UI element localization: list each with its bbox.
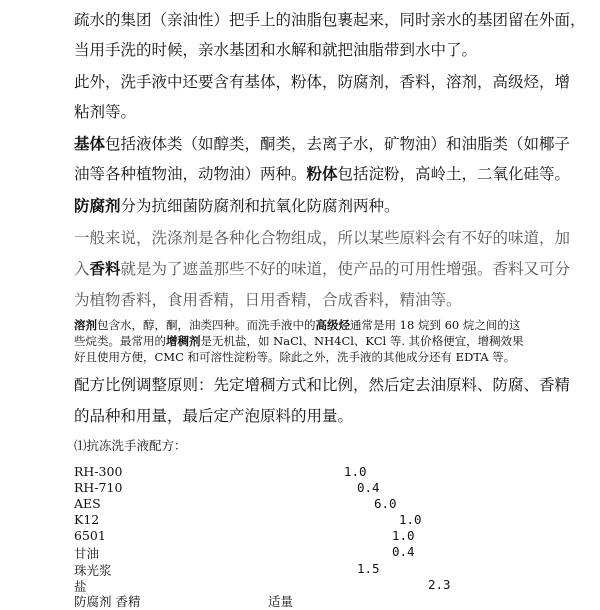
paragraph-line: 当用手洗的时候，亲水基团和水解和就把油脂带到水中了。 (74, 41, 478, 59)
paragraph-line: 疏水的集团（亲油性）把手上的油脂包裹起来，同时亲水的基团留在外面， (74, 11, 586, 29)
formula-item-name: RH-300 (74, 464, 123, 479)
text-span: 分为抗细菌防腐剂和抗氧化防腐剂两种。 (120, 197, 400, 215)
text-span: 油等各种植物油，动物油）两种。 (74, 165, 307, 183)
text-span: 包括淀粉，高岭土，二氧化硅等。 (337, 165, 571, 183)
paragraph-line: 一般来说，洗涤剂是各种化合物组成，所以某些原料会有不好的味道，加 (74, 229, 571, 247)
formula-item-name: 盐 (74, 579, 87, 594)
text-span: 就是为了遮盖那些不好的味道，使产品的可用性增强。香料又可分 (120, 260, 571, 278)
formula-item-name: 6501 (74, 528, 106, 543)
formula-item-name: 防腐剂 香精 (74, 594, 141, 609)
formula-item-value: 1.5 (357, 561, 380, 576)
formula-item-value: 0.4 (357, 480, 380, 495)
bold-term: 增稠剂 (166, 334, 201, 348)
paragraph-line: 好且使用方便，CMC 和可溶性淀粉等。除此之外，洗手液的其他成分还有 EDTA 等。 (74, 350, 516, 364)
formula-title: ⑴抗冻洗手液配方： (74, 438, 187, 453)
formula-item-name: 珠光浆 (74, 563, 112, 578)
formula-item-name: 甘油 (74, 546, 100, 561)
paragraph-line: 的品种和用量，最后定产泡原料的用量。 (74, 407, 354, 425)
paragraph-line (74, 194, 400, 216)
paragraph-line: 此外，洗手液中还要含有基体，粉体，防腐剂，香料，溶剂，高级烃，增 (74, 73, 571, 91)
formula-item-value: 1.0 (399, 512, 422, 527)
formula-item-name: K12 (74, 512, 100, 527)
bold-term: 香料 (89, 259, 121, 278)
formula-item-value: 1.0 (344, 464, 367, 479)
formula-item-value: 1.0 (392, 528, 415, 543)
bold-term: 基体 (74, 134, 106, 153)
bold-term: 防腐剂 (74, 196, 121, 215)
text-span: 是无机盐，如 NaCl、NH4Cl、KCl 等. 其价格便宜，增稠效果 (200, 334, 524, 348)
paragraph-line: 配方比例调整原则：先定增稠方式和比例，然后定去油原料、防腐、香精 (74, 376, 571, 394)
formula-item-value: 2.3 (428, 577, 451, 592)
paragraph-line (74, 257, 570, 279)
paragraph-line: 为植物香料，食用香精，日用香精，合成香料，精油等。 (74, 291, 462, 309)
paragraph-line (74, 132, 570, 154)
formula-item-name: AES (74, 496, 101, 511)
formula-item-value: 适量 (268, 594, 294, 609)
text-span: 些烷类。最常用的 (74, 334, 166, 348)
text-span: 通常是用 18 烷到 60 烷之间的这 (350, 318, 521, 332)
text-span: 入 (74, 260, 90, 278)
bold-term: 溶剂 (74, 318, 97, 332)
paragraph-line (74, 317, 520, 333)
formula-item-name: RH-710 (74, 480, 123, 495)
text-span: 包含水，醇，酮，油类四种。而洗手液中的 (97, 318, 316, 332)
paragraph-line: 粘剂等。 (74, 103, 137, 121)
paragraph-line (74, 162, 570, 184)
formula-item-value: 0.4 (392, 544, 415, 559)
bold-term: 高级烃 (315, 318, 350, 332)
text-span: 包括液体类（如醇类，酮类，去离子水，矿物油）和油脂类（如椰子 (105, 135, 571, 153)
paragraph-line (74, 333, 524, 349)
formula-item-value: 6.0 (374, 496, 397, 511)
bold-term: 粉体 (306, 164, 338, 183)
